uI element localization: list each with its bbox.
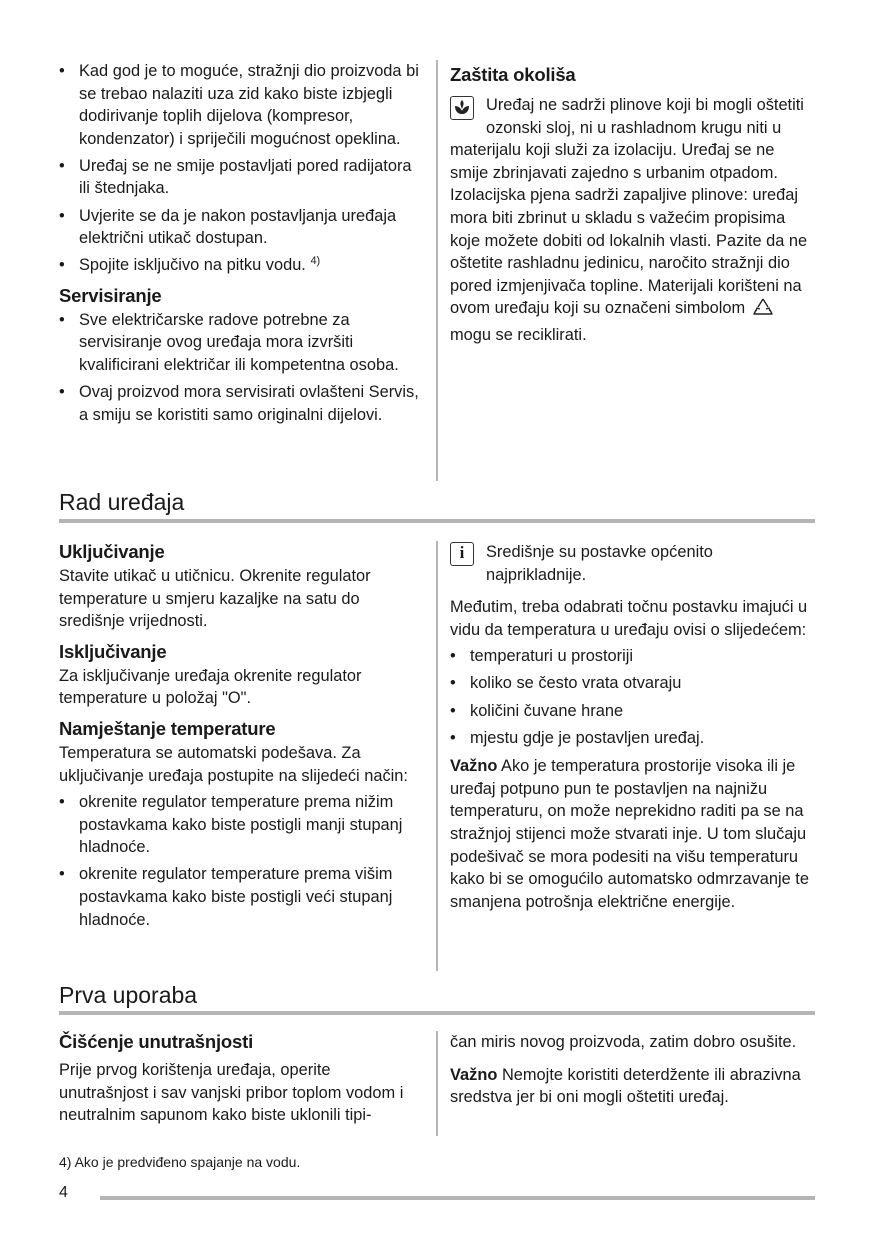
- vazno-label: Važno: [450, 757, 498, 776]
- prva-section: [59, 1031, 815, 1136]
- info-text: Središnje su postavke općenito najprikladnije.: [486, 543, 713, 584]
- ciscenje-text-part1: Prije prvog korištenja uređaja, operite unutrašnjost i sav vanjski pribor toplom vodom i neutralnim sapunom kako biste uklonili tipi-: [59, 1061, 404, 1125]
- namjestanje-list: [59, 791, 426, 931]
- info-icon: i: [450, 542, 474, 566]
- list-item: • okrenite regulator temperature prema višim postavkama kako biste postigli veći stupanj hladnoće.: [59, 865, 393, 929]
- list-item: • Spojite isključivo na pitku vodu. $^{4)}$: [59, 255, 321, 275]
- prva-right-column: [438, 1031, 815, 1136]
- list-item: • Sve električarske radove potrebne za servisiranje ovog uređaja mora izvršiti kvalificirani električar ili kompetentna osoba.: [59, 310, 399, 375]
- list-item: • količini čuvane hrane: [450, 701, 624, 720]
- list-item: • Uređaj se ne smije postavljati pored radijatora ili štednjaka.: [59, 156, 412, 198]
- vazno-paragraph: Važno Nemojte koristiti deterdžente ili abrazivna sredstva jer bi oni mogli oštetiti uređaj.: [450, 1065, 801, 1107]
- recycle-icon: [752, 297, 774, 324]
- ciscenje-text-part2: čan miris novog proizvoda, zatim dobro osušite.: [450, 1033, 797, 1051]
- prva-left-column: [59, 1031, 436, 1136]
- ukljucivanje-text: Stavite utikač u utičnicu. Okrenite regulator temperature u smjeru kazaljke na satu do središnje vrijednosti.: [59, 567, 371, 631]
- footnote-ref: 4): [310, 255, 321, 268]
- namjestanje-title: Namještanje temperature: [59, 717, 276, 739]
- top-right-column: [438, 60, 815, 481]
- factors-list: [450, 645, 815, 749]
- info-note: [450, 541, 815, 586]
- list-item: • Kad god je to moguće, stražnji dio proizvoda bi se trebao nalaziti uza zid kako biste izbjegli dodirivanje toplih dijelova (kompresor, kondenzator) i spriječili mogućnost opeklina.: [59, 62, 419, 148]
- vazno-label: Važno: [450, 1065, 498, 1084]
- env-title: Zaštita okoliša: [450, 64, 576, 85]
- top-section: [59, 60, 815, 481]
- list-item: • Uvjerite se da je nakon postavljanja uređaja električni utikač dostupan.: [59, 206, 397, 248]
- list-item: • temperaturi u prostoriji: [450, 647, 634, 666]
- rad-section: [59, 541, 815, 971]
- page-number: 4: [59, 1184, 68, 1201]
- footer-rule: [100, 1196, 815, 1200]
- list-item: • Ovaj proizvod mora servisirati ovlašteni Servis, a smiju se koristiti samo originalni dijelovi.: [59, 383, 419, 424]
- installation-list: [59, 60, 426, 277]
- rad-left-column: [59, 541, 436, 971]
- list-item: • mjestu gdje je postavljen uređaj.: [450, 728, 705, 747]
- section-rule: [59, 1011, 815, 1015]
- rad-right-column: [438, 541, 815, 971]
- environment-icon: [450, 96, 474, 120]
- ukljucivanje-title: Uključivanje: [59, 541, 165, 562]
- rad-heading: Rad uređaja: [59, 489, 185, 515]
- list-item: • koliko se često vrata otvaraju: [450, 674, 682, 693]
- footnote: 4) Ako je predviđeno spajanje na vodu.: [59, 1154, 301, 1170]
- iskljucivanje-text: Za isključivanje uređaja okrenite regulator temperature u položaj "O".: [59, 666, 362, 708]
- namjestanje-text: Temperatura se automatski podešava. Za uključivanje uređaja postupite na slijedeći način:: [59, 743, 408, 785]
- vazno-paragraph: Važno Ako je temperatura prostorije visoka ili je uređaj potpuno pun te postavljen na najnižu temperaturu, on može neprekidno raditi pa se na stražnjoj stijenci može stvarati inje. U tom slučaju podešivač se mora podesiti na višu temperaturu kako bi se omogućilo automatsko odmrzavanje te smanjena potrošnja električne energije.: [450, 757, 809, 911]
- section-rule: [59, 519, 815, 523]
- top-left-column: [59, 60, 436, 481]
- prva-heading: Prva uporaba: [59, 982, 198, 1008]
- servis-list: [59, 309, 426, 426]
- list-item: • okrenite regulator temperature prema nižim postavkama kako biste postigli manji stupanj hladnoće.: [59, 793, 403, 857]
- medjutim-text: Međutim, treba odabrati točnu postavku imajući u vidu da temperatura u uređaju ovisi o slijedećem:: [450, 598, 808, 639]
- iskljucivanje-title: Isključivanje: [59, 640, 167, 662]
- env-text: Uređaj ne sadrži plinove koji bi mogli oštetiti ozonski sloj, ni u rashladnom krugu niti u materijalu koji služi za izolaciju. Uređaj se ne smije zbrinjavati zajedno s urbanim otpadom. Izolacijska pjena sadrži zapaljive plinove: uređaj mora biti zbrinut u skladu s važećim propisima koje možete dobiti od lokalnih vlasti. Pazite da ne oštetite rashladnu jedinicu, naročito stražnji dio pored izmjenjivača topline. Materijali korišteni na ovom uređaju koji su označeni simbolom mogu se reciklirati.: [450, 96, 808, 344]
- servis-title: Servisiranje: [59, 284, 162, 306]
- ciscenje-title: Čišćenje unutrašnjosti: [59, 1031, 254, 1052]
